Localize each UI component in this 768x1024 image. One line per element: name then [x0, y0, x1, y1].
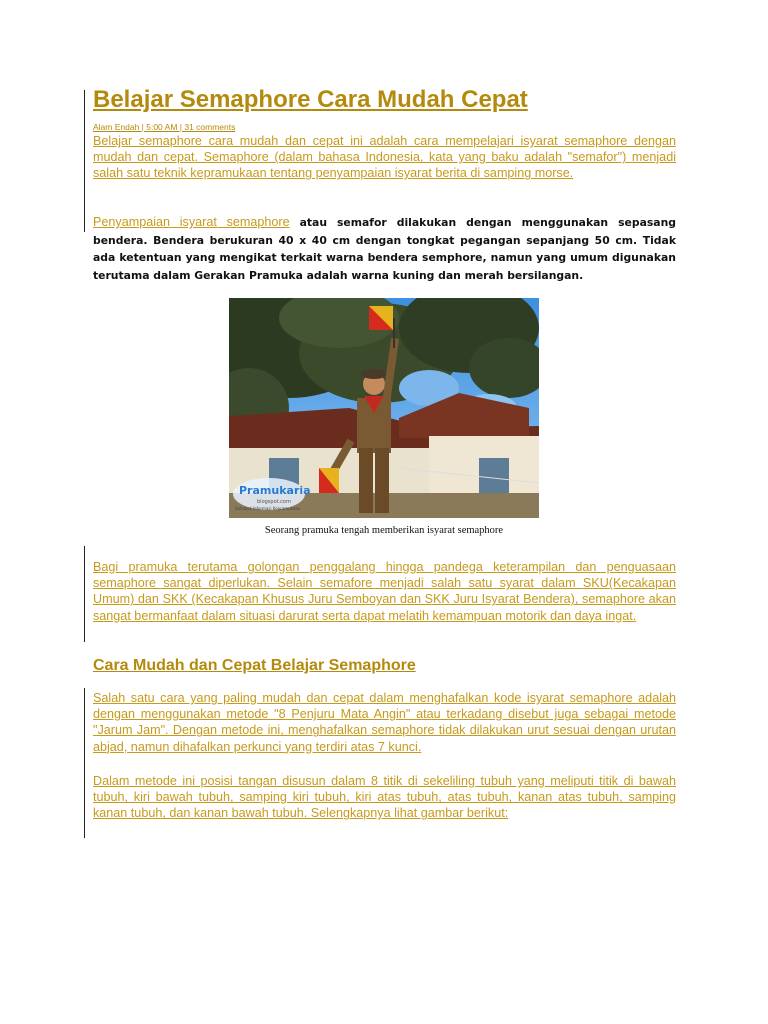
margin-rule	[84, 90, 85, 232]
watermark-tagline: Sahabat Informasi Kepramukaan	[235, 506, 301, 511]
intro-paragraph[interactable]: Belajar semaphore cara mudah dan cepat ini adalah cara mempelajari isyarat semaphore dengan mudah dan cepat. Semaphore (dalam bahasa Indonesia, kata yang baku adalah "semafor") menjadi salah satu teknik kepramukaan tentang penyampaian isyarat berita di samping morse.	[93, 134, 676, 181]
skills-block	[93, 559, 676, 624]
margin-rule	[84, 546, 85, 642]
figure-caption: Seorang pramuka tengah memberikan isyarat semaphore	[264, 525, 504, 536]
paragraph-flags	[93, 214, 676, 284]
article-meta[interactable]: Alam Endah | 5:00 AM | 31 comments	[93, 122, 236, 132]
watermark-url: blogspot.com	[257, 499, 291, 505]
section-heading[interactable]: Cara Mudah dan Cepat Belajar Semaphore	[93, 657, 416, 674]
paragraph-flags-text: atau semafor dilakukan dengan menggunakan sepasang bendera. Bendera berukuran 40 x 40 cm dengan tongkat pegangan sepanjang 50 cm. Tidak ada ketentuan yang mengikat terkait warna bendera semphore, namun yang umum digunakan terutama dalam Gerakan Pramuka adalah warna kuning dan merah bersilangan.	[93, 216, 676, 282]
semaphore-link[interactable]: Penyampaian isyarat semaphore	[93, 215, 290, 229]
method-block	[93, 690, 676, 755]
article-title[interactable]: Belajar Semaphore Cara Mudah Cepat	[93, 86, 528, 113]
positions-block	[93, 773, 676, 822]
method-paragraph[interactable]: Salah satu cara yang paling mudah dan cepat dalam menghafalkan kode isyarat semaphore adalah dengan menggunakan metode "8 Penjuru Mata Angin" atau terkadang disebut juga sebagai metode "Jarum Jam". Dengan metode ini, menghafalkan semaphore tidak dilakukan urut sesuai dengan urutan abjad, namun dihafalkan perkunci yang terdiri atas 7 kunci.	[93, 691, 676, 754]
skills-paragraph[interactable]: Bagi pramuka terutama golongan penggalang hingga pandega keterampilan dan penguasaan semaphore sangat diperlukan. Selain semafore menjadi salah satu syarat dalam SKU(Kecakapan Umum) dan SKK (Kecakapan Khusus Juru Semboyan dan SKK Juru Isyarat Bendera), semaphore akan sangat bermanfaat dalam situasi darurat serta dapat melatih kemampuan motorik dan daya ingat.	[93, 560, 676, 623]
intro-block	[93, 133, 676, 182]
margin-rule	[84, 688, 85, 838]
scout-photo-image	[229, 298, 539, 518]
watermark-brand: Pramukaria	[239, 484, 311, 497]
scout-photo	[229, 298, 539, 518]
positions-paragraph[interactable]: Dalam metode ini posisi tangan disusun dalam 8 titik di sekeliling tubuh yang meliputi titik di bawah tubuh, kiri bawah tubuh, samping kiri tubuh, kiri atas tubuh, atas tubuh, kanan atas tubuh, samping kanan tubuh, dan kanan bawah tubuh. Selengkapnya lihat gambar berikut:	[93, 774, 676, 821]
